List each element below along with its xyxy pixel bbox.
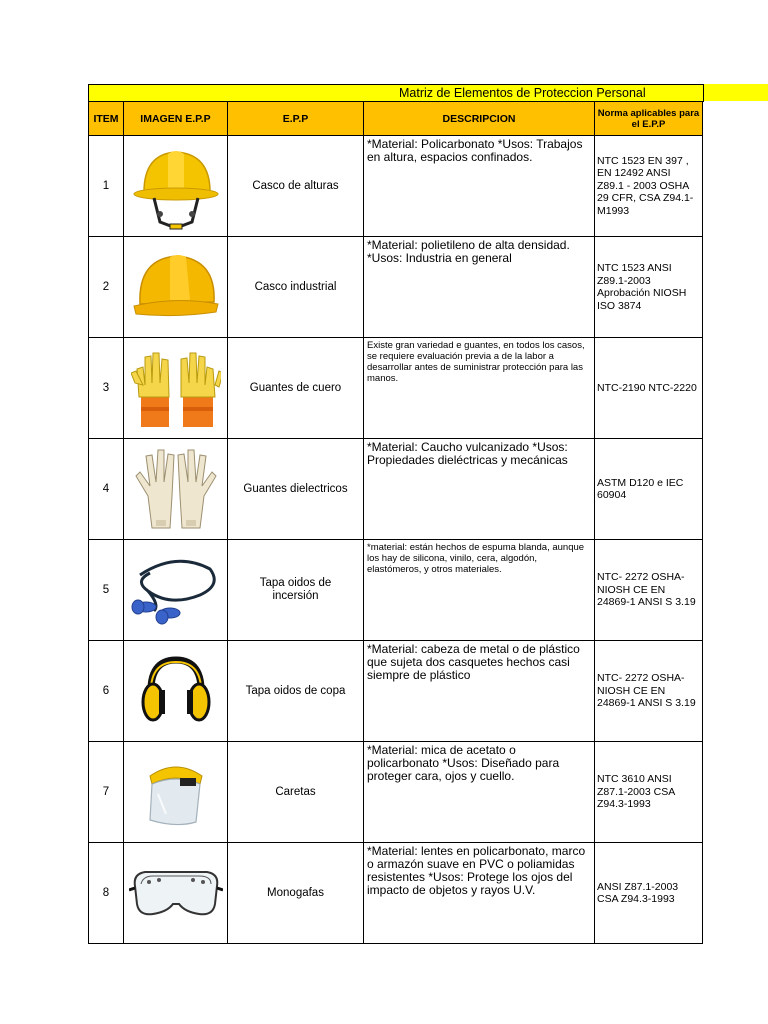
epp-norma: NTC 3610 ANSI Z87.1-2003 CSA Z94.3-1993 xyxy=(595,742,703,843)
table-row xyxy=(89,540,703,641)
item-number: 6 xyxy=(89,641,124,742)
table-row xyxy=(89,742,703,843)
corded-earplugs-icon xyxy=(130,555,222,625)
epp-name: Monogafas xyxy=(228,843,364,944)
table-row xyxy=(89,136,703,237)
epp-description: *Material: Caucho vulcanizado *Usos: Propiedades dieléctricas y mecánicas xyxy=(364,439,595,540)
header-epp: E.P.P xyxy=(228,102,364,136)
epp-norma: NTC-2190 NTC-2220 xyxy=(595,338,703,439)
epp-description: *Material: cabeza de metal o de plástico que sujeta dos casquetes hechos casi siempre de plástico xyxy=(364,641,595,742)
leather-gloves-icon xyxy=(131,345,221,431)
hard-hat-icon xyxy=(130,244,222,330)
epp-norma: ASTM D120 e IEC 60904 xyxy=(595,439,703,540)
epp-norma: NTC- 2272 OSHA-NIOSH CE EN 24869-1 ANSI S 3.19 xyxy=(595,641,703,742)
epp-name: Guantes de cuero xyxy=(228,338,364,439)
earmuffs-icon xyxy=(141,656,211,726)
epp-name: Casco industrial xyxy=(228,237,364,338)
epp-table xyxy=(88,101,703,944)
item-number: 7 xyxy=(89,742,124,843)
epp-norma: ANSI Z87.1-2003 CSA Z94.3-1993 xyxy=(595,843,703,944)
epp-name: Casco de alturas xyxy=(228,136,364,237)
item-number: 3 xyxy=(89,338,124,439)
matrix-title: Matriz de Elementos de Proteccion Personal xyxy=(399,86,646,100)
title-row xyxy=(88,84,704,102)
epp-name: Tapa oidos de incersión xyxy=(228,540,364,641)
epp-name: Guantes dielectricos xyxy=(228,439,364,540)
epp-norma: NTC- 2272 OSHA-NIOSH CE EN 24869-1 ANSI S 3.19 xyxy=(595,540,703,641)
dielectric-gloves-icon xyxy=(130,446,222,532)
table-row xyxy=(89,237,703,338)
header-descripcion: DESCRIPCION xyxy=(364,102,595,136)
epp-description: *Material: mica de acetato o policarbonato *Usos: Diseñado para proteger cara, ojos y cuello. xyxy=(364,742,595,843)
face-shield-icon xyxy=(136,754,216,830)
title-band-extension xyxy=(702,84,768,101)
item-number: 8 xyxy=(89,843,124,944)
item-number: 4 xyxy=(89,439,124,540)
epp-name: Caretas xyxy=(228,742,364,843)
safety-goggles-icon xyxy=(129,860,223,926)
header-row xyxy=(89,102,703,136)
epp-description: Existe gran variedad e guantes, en todos los casos, se requiere evaluación previa a de la labor a desarrollar antes de suministrar protección para las manos. xyxy=(364,338,595,439)
epp-description: *material: están hechos de espuma blanda, aunque los hay de silicona, vinilo, cera, algodón, elastómeros, y otros materiales. xyxy=(364,540,595,641)
epp-norma: NTC 1523 EN 397 , EN 12492 ANSI Z89.1 - 2003 OSHA 29 CFR, CSA Z94.1-M1993 xyxy=(595,136,703,237)
epp-description: *Material: lentes en policarbonato, marco o armazón suave en PVC o poliamidas resistentes *Usos: Protege los ojos del impacto de objetos y rayos U.V. xyxy=(364,843,595,944)
epp-description: *Material: Policarbonato *Usos: Trabajos en altura, espacios confinados. xyxy=(364,136,595,237)
header-norma: Norma aplicables para el E.P.P xyxy=(595,102,703,136)
epp-description: *Material: polietileno de alta densidad. *Usos: Industria en general xyxy=(364,237,595,338)
item-number: 2 xyxy=(89,237,124,338)
table-row xyxy=(89,338,703,439)
header-item: ITEM xyxy=(89,102,124,136)
item-number: 1 xyxy=(89,136,124,237)
epp-norma: NTC 1523 ANSI Z89.1-2003 Aprobación NIOSH ISO 3874 xyxy=(595,237,703,338)
safety-helmet-with-harness-icon xyxy=(130,140,222,232)
item-number: 5 xyxy=(89,540,124,641)
table-row xyxy=(89,439,703,540)
table-row xyxy=(89,641,703,742)
epp-name: Tapa oidos de copa xyxy=(228,641,364,742)
header-imagen: IMAGEN E.P.P xyxy=(124,102,228,136)
table-row xyxy=(89,843,703,944)
